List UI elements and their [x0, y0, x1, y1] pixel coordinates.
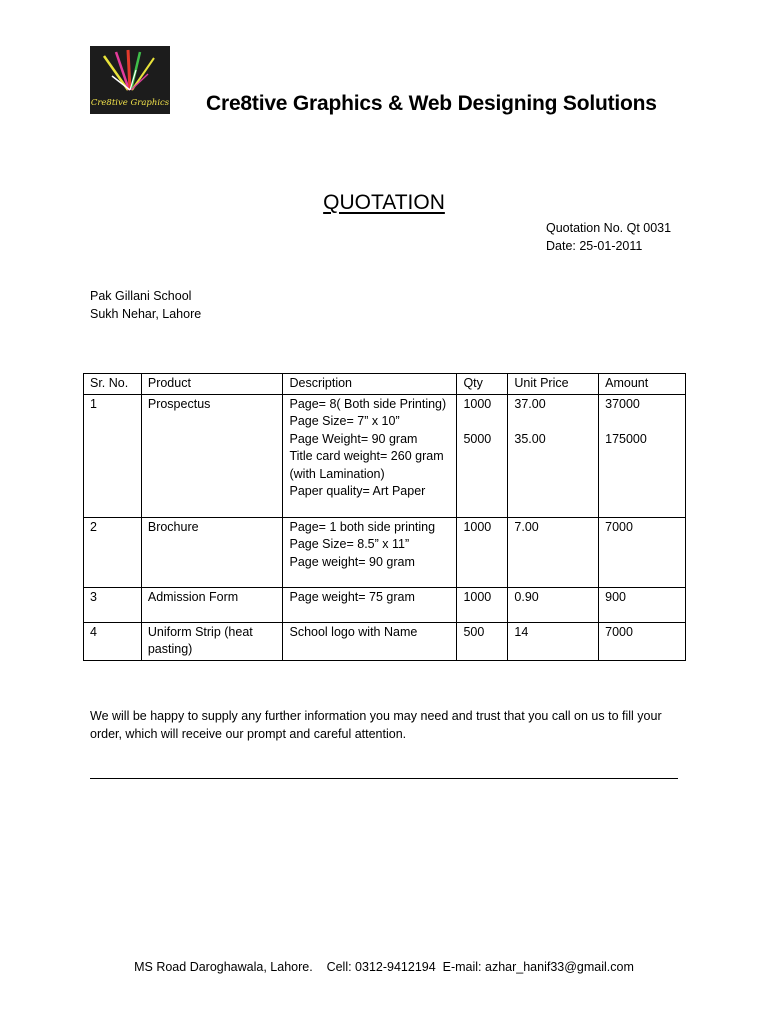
cell-unit-price: [508, 394, 599, 517]
cell-qty: 500: [457, 622, 508, 660]
cell-unit-price: 14: [508, 622, 599, 660]
description-line: Page Size= 7” x 10”: [289, 414, 400, 428]
cell-amount: 900: [599, 587, 686, 622]
cell-description: School logo with Name: [283, 622, 457, 660]
cell-product: Prospectus: [141, 394, 283, 517]
product-name: Uniform Strip (heat pasting): [147, 624, 253, 656]
document-title: [0, 191, 768, 215]
column-header-sr-no: Sr. No.: [84, 374, 142, 395]
column-header-unit-price: Unit Price: [508, 374, 599, 395]
company-logo: [90, 46, 170, 114]
amount-value: 37000: [605, 396, 640, 411]
cell-sr-no: 1: [84, 394, 142, 517]
cell-amount: 7000: [599, 622, 686, 660]
cell-product: Brochure: [141, 517, 283, 587]
footer-contact: MS Road Daroghawala, Lahore. Cell: 0312-9412194 E-mail: azhar_hanif33@gmail.com: [134, 960, 634, 974]
table-row: [84, 394, 686, 517]
qty-value: 5000: [463, 431, 492, 446]
description-line: Page= 1 both side printing: [289, 519, 436, 534]
company-name: Cre8tive Graphics & Web Designing Solutions: [206, 92, 657, 115]
description-line: Page= 8( Both side Printing): [289, 396, 447, 411]
description-line: Page weight= 90 gram: [289, 554, 415, 569]
cell-amount: 7000: [599, 517, 686, 587]
cell-qty: 1000: [457, 517, 508, 587]
table-header-row: [84, 374, 686, 395]
recipient-address: Sukh Nehar, Lahore: [90, 307, 202, 321]
cell-sr-no: 2: [84, 517, 142, 587]
cell-description: Page weight= 75 gram: [283, 587, 457, 622]
qty-value: 1000: [463, 396, 492, 411]
unit-price-value: 37.00: [514, 396, 546, 411]
cell-amount: [599, 394, 686, 517]
column-header-qty: Qty: [457, 374, 508, 395]
column-header-amount: Amount: [599, 374, 686, 395]
recipient-block: [90, 287, 201, 323]
description-line: Paper quality= Art Paper: [289, 484, 426, 498]
cell-sr-no: 3: [84, 587, 142, 622]
document-title-text: QUOTATION: [323, 191, 445, 214]
recipient-name: Pak Gillani School: [90, 289, 192, 303]
quotation-date: Date: 25-01-2011: [546, 239, 643, 253]
cell-description: [283, 517, 457, 587]
table-row: [84, 587, 686, 622]
description-line: Page Weight= 90 gram: [289, 431, 418, 446]
cell-sr-no: 4: [84, 622, 142, 660]
quotation-table: [83, 373, 686, 661]
amount-value: 175000: [605, 431, 647, 446]
closing-paragraph: We will be happy to supply any further information you may need and trust that you call on us to fill your order, which will receive our prompt and careful attention.: [90, 709, 662, 741]
description-line: Page Size= 8.5” x 11”: [289, 537, 410, 551]
table-row: [84, 517, 686, 587]
quotation-number: Quotation No. Qt 0031: [546, 221, 672, 235]
signature-divider: [90, 778, 678, 779]
cell-product: Admission Form: [141, 587, 283, 622]
cell-description: [283, 394, 457, 517]
cell-unit-price: 7.00: [508, 517, 599, 587]
table-row: [84, 622, 686, 660]
description-line: Title card weight= 260 gram: [289, 449, 444, 463]
description-line: (with Lamination): [289, 466, 385, 481]
column-header-product: Product: [141, 374, 283, 395]
column-header-description: Description: [283, 374, 457, 395]
logo-text: Cre8tive Graphics: [90, 98, 170, 108]
cell-qty: 1000: [457, 587, 508, 622]
unit-price-value: 35.00: [514, 431, 546, 446]
quotation-meta: [546, 219, 671, 255]
cell-product: [141, 622, 283, 660]
cell-qty: [457, 394, 508, 517]
cell-unit-price: 0.90: [508, 587, 599, 622]
